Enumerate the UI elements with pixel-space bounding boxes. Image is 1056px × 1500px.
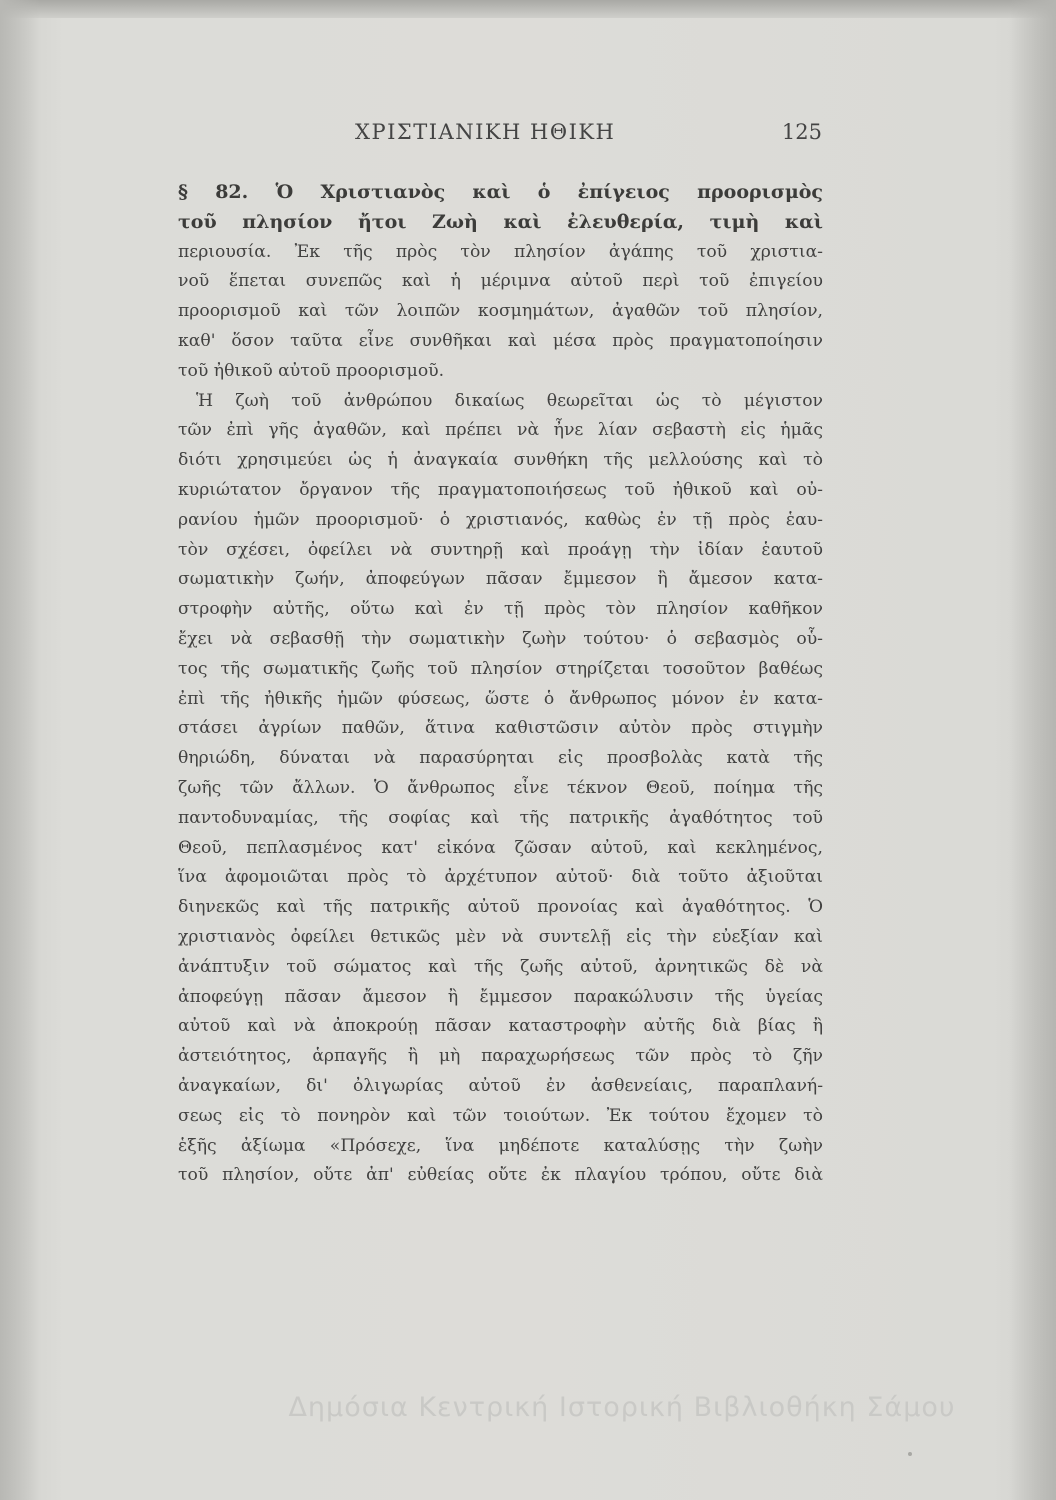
text-line: σωματικὴν ζωήν, ἀποφεύγων πᾶσαν ἔμμεσον ἢ ἄμεσον κατα- <box>178 569 823 590</box>
text-line: διηνεκῶς καὶ τῆς πατρικῆς αὐτοῦ προνοίας καὶ ἀγαθότητος. Ὁ <box>178 897 823 918</box>
text-line: αὐτοῦ καὶ νὰ ἀποκρούῃ πᾶσαν καταστροφὴν αὐτῆς διὰ βίας ἢ <box>178 1016 823 1037</box>
section-heading-line: τοῦ πλησίον ἤτοι Ζωὴ καὶ ἐλευθερία, τιμὴ καὶ <box>178 210 823 233</box>
text-line: ρανίου ἡμῶν προορισμοῦ· ὁ χριστιανός, καθὼς ἐν τῇ πρὸς ἑαυ- <box>178 509 823 530</box>
text-line: καθ' ὅσον ταῦτα εἶνε συνθῆκαι καὶ μέσα πρὸς πραγματοποίησιν <box>178 330 823 351</box>
text-line: Θεοῦ, πεπλασμένος κατ' εἰκόνα ζῶσαν αὐτοῦ, καὶ κεκλημένος, <box>178 837 823 858</box>
text-line: ἑξῆς ἀξίωμα «Πρόσεχε, ἵνα μηδέποτε καταλύσῃς τὴν ζωὴν <box>178 1135 823 1156</box>
text-line: τοῦ πλησίον, οὔτε ἀπ' εὐθείας οὔτε ἐκ πλαγίου τρόπου, οὔτε διὰ <box>178 1165 823 1186</box>
text-line: ἀποφεύγῃ πᾶσαν ἄμεσον ἢ ἔμμεσον παρακώλυσιν τῆς ὑγείας <box>178 986 823 1007</box>
page-left-shadow <box>0 0 40 1500</box>
library-watermark: Δημόσια Κεντρική Ιστορική Βιβλιοθήκη Σάμου <box>288 1392 956 1423</box>
text-line: διότι χρησιμεύει ὡς ἡ ἀναγκαία συνθήκη τῆς μελλούσης καὶ τὸ <box>178 450 823 471</box>
body-text <box>178 178 823 1191</box>
text-line: ἀναγκαίων, δι' ὀλιγωρίας αὐτοῦ ἐν ἀσθενείαις, παραπλανή- <box>178 1075 823 1096</box>
text-line: ἀνάπτυξιν τοῦ σώματος καὶ τῆς ζωῆς αὐτοῦ, ἀρνητικῶς δὲ νὰ <box>178 956 823 977</box>
text-line: νοῦ ἕπεται συνεπῶς καὶ ἡ μέριμνα αὐτοῦ περὶ τοῦ ἐπιγείου <box>178 271 823 292</box>
running-head: ΧΡΙΣΤΙΑΝΙΚΗ ΗΘΙΚΗ <box>355 120 616 144</box>
page-number: 125 <box>781 120 822 144</box>
page-right-shadow <box>1010 0 1056 1500</box>
text-line: τος τῆς σωματικῆς ζωῆς τοῦ πλησίον στηρίζεται τοσοῦτον βαθέως <box>178 658 823 679</box>
text-line: ζωῆς τῶν ἄλλων. Ὁ ἄνθρωπος εἶνε τέκνον Θεοῦ, ποίημα τῆς <box>178 777 823 798</box>
text-line: περιουσία. Ἐκ τῆς πρὸς τὸν πλησίον ἀγάπης τοῦ χριστια- <box>178 241 823 262</box>
text-line: ἐπὶ τῆς ἠθικῆς ἡμῶν φύσεως, ὥστε ὁ ἄνθρωπος μόνον ἐν κατα- <box>178 688 823 709</box>
text-line: κυριώτατον ὄργανον τῆς πραγματοποιήσεως τοῦ ἠθικοῦ καὶ οὐ- <box>178 479 823 500</box>
page-top-edge <box>0 0 1056 18</box>
text-line: στάσει ἀγρίων παθῶν, ἅτινα καθιστῶσιν αὐτὸν πρὸς στιγμὴν <box>178 718 823 739</box>
text-line: ἔχει νὰ σεβασθῇ τὴν σωματικὴν ζωὴν τούτου· ὁ σεβασμὸς οὗ- <box>178 628 823 649</box>
text-line: θηριώδη, δύναται νὰ παρασύρηται εἰς προσβολὰς κατὰ τῆς <box>178 748 823 769</box>
text-line: ἀστειότητος, ἁρπαγῆς ἢ μὴ παραχωρήσεως τῶν πρὸς τὸ ζῆν <box>178 1046 823 1067</box>
text-line: στροφὴν αὐτῆς, οὕτω καὶ ἐν τῇ πρὸς τὸν πλησίον καθῆκον <box>178 599 823 620</box>
section-heading-line: § 82. Ὁ Χριστιανὸς καὶ ὁ ἐπίγειος προορισμὸς <box>178 181 823 203</box>
text-line: προορισμοῦ καὶ τῶν λοιπῶν κοσμημάτων, ἀγαθῶν τοῦ πλησίον, <box>178 301 823 322</box>
text-line: τὸν σχέσει, ὀφείλει νὰ συντηρῇ καὶ προάγῃ τὴν ἰδίαν ἑαυτοῦ <box>178 539 823 560</box>
text-line: τῶν ἐπὶ γῆς ἀγαθῶν, καὶ πρέπει νὰ ἦνε λίαν σεβαστὴ εἰς ἡμᾶς <box>178 420 823 441</box>
text-line: σεως εἰς τὸ πονηρὸν καὶ τῶν τοιούτων. Ἐκ τούτου ἔχομεν τὸ <box>178 1105 823 1126</box>
text-line: χριστιανὸς ὀφείλει θετικῶς μὲν νὰ συντελῇ εἰς τὴν εὐεξίαν καὶ <box>178 926 823 947</box>
text-line: ἵνα ἀφομοιῶται πρὸς τὸ ἀρχέτυπον αὐτοῦ· διὰ τοῦτο ἀξιοῦται <box>178 867 823 888</box>
text-line: Ἡ ζωὴ τοῦ ἀνθρώπου δικαίως θεωρεῖται ὡς τὸ μέγιστον <box>196 390 823 411</box>
text-line: τοῦ ἠθικοῦ αὐτοῦ προορισμοῦ. <box>178 360 445 381</box>
paper-speck <box>908 1452 912 1456</box>
text-line: παντοδυναμίας, τῆς σοφίας καὶ τῆς πατρικῆς ἀγαθότητος τοῦ <box>178 807 823 828</box>
